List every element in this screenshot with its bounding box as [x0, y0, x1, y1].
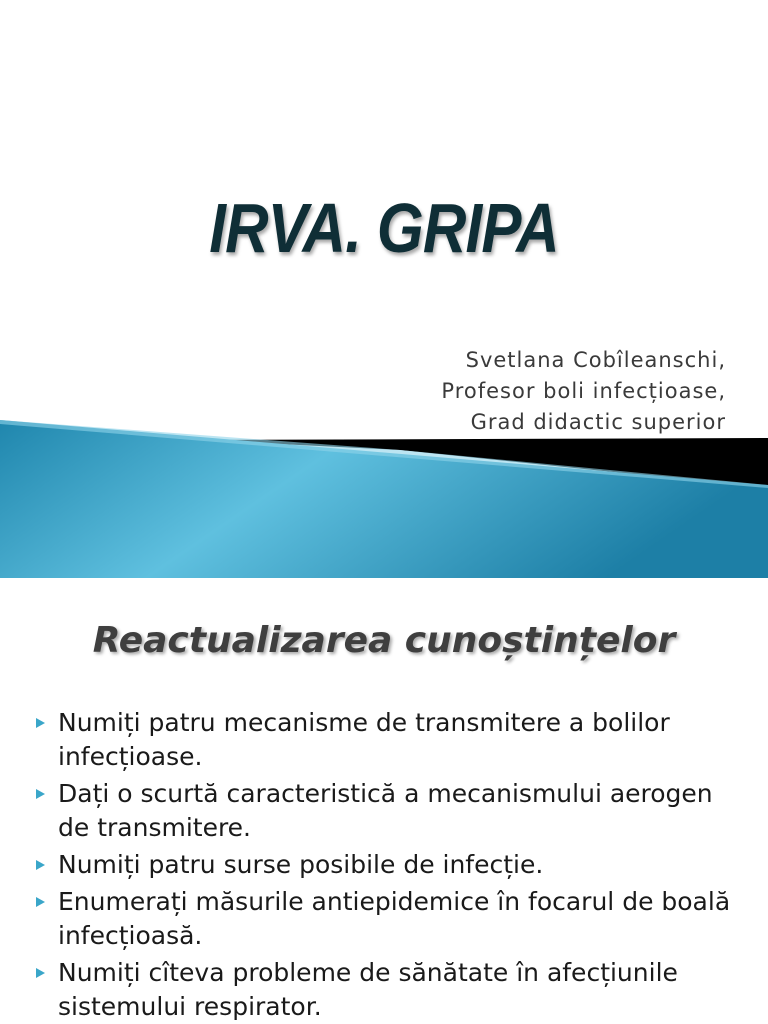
triangle-right-icon — [36, 968, 45, 978]
question-list — [36, 706, 746, 1024]
list-item — [36, 848, 746, 882]
list-item-text: Dați o scurtă caracteristică a mecanismului aerogen de transmitere. — [58, 779, 713, 842]
list-item-text: Numiți patru mecanisme de transmitere a bolilor infecțioase. — [58, 708, 670, 771]
triangle-right-icon — [36, 897, 45, 907]
list-item-text: Numiți patru surse posibile de infecție. — [58, 850, 544, 879]
review-title: Reactualizarea cunoștințelor — [92, 620, 676, 661]
decorative-band — [0, 410, 768, 578]
triangle-right-icon — [36, 860, 45, 870]
list-item — [36, 706, 746, 774]
author-name: Svetlana Cobîleanschi, — [465, 348, 726, 372]
triangle-right-icon — [36, 718, 45, 728]
list-item — [36, 885, 746, 953]
slide-title: IRVA. GRIPA — [209, 189, 559, 267]
author-grade: Grad didactic superior — [470, 410, 726, 434]
list-item — [36, 777, 746, 845]
triangle-right-icon — [36, 789, 45, 799]
review-slide — [0, 578, 768, 1024]
list-item — [36, 956, 746, 1024]
author-position: Profesor boli infecțioase, — [441, 379, 726, 403]
list-item-text: Numiți cîteva probleme de sănătate în afecțiunile sistemului respirator. — [58, 958, 678, 1021]
list-item-text: Enumerați măsurile antiepidemice în focarul de boală infecțioasă. — [58, 887, 731, 950]
